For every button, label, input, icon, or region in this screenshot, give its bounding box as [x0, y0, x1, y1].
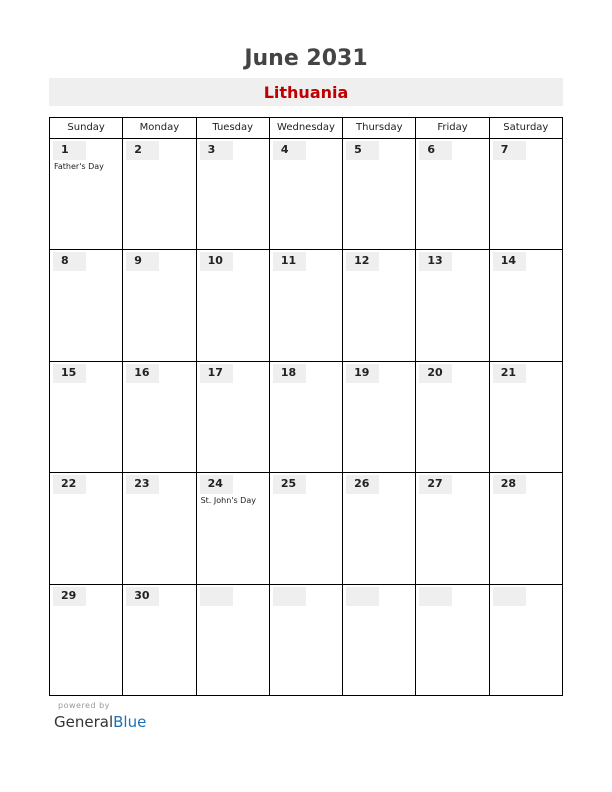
day-number: 15	[61, 365, 77, 379]
day-number: 2	[134, 143, 142, 156]
day-number-box	[493, 587, 526, 606]
day-cell[interactable]	[343, 362, 416, 472]
day-number: 8	[61, 254, 69, 268]
day-cell[interactable]	[50, 250, 123, 360]
day-cell[interactable]	[490, 139, 562, 249]
day-cell[interactable]	[416, 362, 489, 472]
day-number-box	[126, 252, 159, 271]
powered-by-text: powered by	[58, 701, 110, 710]
day-number: 9	[134, 254, 142, 268]
day-number: 19	[354, 365, 370, 379]
weekday-sunday: Sunday	[50, 118, 123, 138]
generalblue-logo[interactable]	[54, 713, 146, 731]
day-number: 24	[207, 477, 223, 491]
day-number: 27	[427, 477, 443, 491]
calendar-title: June 2031	[244, 46, 368, 71]
weekday-saturday: Saturday	[503, 122, 549, 133]
day-number-box	[273, 141, 306, 160]
week-row	[50, 139, 562, 250]
day-cell[interactable]	[270, 139, 343, 249]
day-cell[interactable]	[197, 585, 270, 696]
day-number-box	[126, 141, 159, 160]
day-cell[interactable]	[343, 473, 416, 583]
day-number: 6	[427, 143, 436, 156]
country-banner	[49, 78, 563, 106]
day-cell[interactable]	[416, 473, 489, 583]
day-cell[interactable]	[343, 139, 416, 249]
day-number-box	[419, 587, 452, 606]
day-cell[interactable]	[490, 362, 562, 472]
day-number-box	[200, 587, 233, 606]
day-number: 14	[500, 254, 516, 268]
day-number-box	[200, 141, 233, 160]
weekday-thursday: Thursday	[343, 118, 416, 138]
day-number-box	[493, 141, 526, 160]
day-cell[interactable]	[270, 473, 343, 583]
brand-blue: Blue	[113, 713, 147, 731]
day-number: 16	[134, 365, 150, 379]
day-cell[interactable]	[50, 139, 123, 249]
day-number: 4	[280, 143, 289, 156]
week-row	[50, 473, 562, 584]
weekday-friday: Friday	[416, 118, 489, 138]
day-cell[interactable]	[416, 250, 489, 360]
day-number: 30	[134, 588, 150, 602]
day-number: 12	[354, 254, 370, 268]
holiday-label: St. John's Day	[200, 496, 256, 506]
day-number: 25	[280, 477, 297, 491]
day-cell[interactable]	[123, 585, 196, 696]
week-row	[50, 585, 562, 696]
day-number-box	[346, 587, 379, 606]
weekday-tuesday: Tuesday	[197, 118, 270, 138]
day-cell[interactable]	[123, 362, 196, 472]
day-number-box	[346, 141, 379, 160]
day-cell[interactable]	[197, 250, 270, 360]
day-cell[interactable]	[50, 585, 123, 696]
day-cell[interactable]	[197, 362, 270, 472]
day-number: 10	[207, 254, 223, 268]
day-cell[interactable]	[490, 473, 562, 583]
day-cell[interactable]	[123, 139, 196, 249]
day-number: 29	[61, 588, 77, 602]
day-cell[interactable]	[197, 139, 270, 249]
day-cell[interactable]	[197, 473, 270, 583]
day-cell[interactable]	[123, 250, 196, 360]
weeks-container	[50, 139, 562, 696]
day-number: 1	[61, 143, 69, 156]
day-cell[interactable]	[50, 473, 123, 583]
day-number: 20	[427, 365, 443, 379]
day-number: 3	[207, 143, 216, 156]
day-cell[interactable]	[270, 585, 343, 696]
day-number-box	[53, 252, 86, 271]
weekday-wednesday: Wednesday	[270, 118, 343, 138]
day-cell[interactable]	[343, 585, 416, 696]
weekday-header	[50, 118, 562, 139]
day-cell[interactable]	[270, 362, 343, 472]
day-cell[interactable]	[490, 585, 562, 696]
brand-general: General	[54, 713, 114, 731]
week-row	[50, 250, 562, 361]
day-cell[interactable]	[123, 473, 196, 583]
calendar-grid	[49, 117, 563, 696]
day-number: 13	[427, 254, 443, 268]
day-number: 5	[354, 143, 362, 156]
day-number: 21	[500, 365, 516, 379]
day-number: 18	[280, 365, 297, 379]
day-number: 26	[354, 477, 370, 491]
day-cell[interactable]	[490, 250, 562, 360]
day-number-box	[419, 141, 452, 160]
day-number-box	[53, 141, 86, 160]
day-number: 17	[207, 365, 223, 379]
day-cell[interactable]	[343, 250, 416, 360]
weekday-monday: Monday	[123, 118, 196, 138]
day-cell[interactable]	[416, 139, 489, 249]
day-cell[interactable]	[50, 362, 123, 472]
country-name: Lithuania	[263, 83, 349, 102]
day-number: 23	[134, 477, 150, 491]
day-number: 7	[500, 143, 509, 156]
day-number: 28	[500, 477, 516, 491]
day-number: 11	[280, 254, 297, 268]
day-cell[interactable]	[270, 250, 343, 360]
day-number: 22	[61, 477, 77, 491]
day-cell[interactable]	[416, 585, 489, 696]
holiday-label: Father's Day	[54, 162, 104, 171]
week-row	[50, 362, 562, 473]
day-number-box	[273, 587, 306, 606]
